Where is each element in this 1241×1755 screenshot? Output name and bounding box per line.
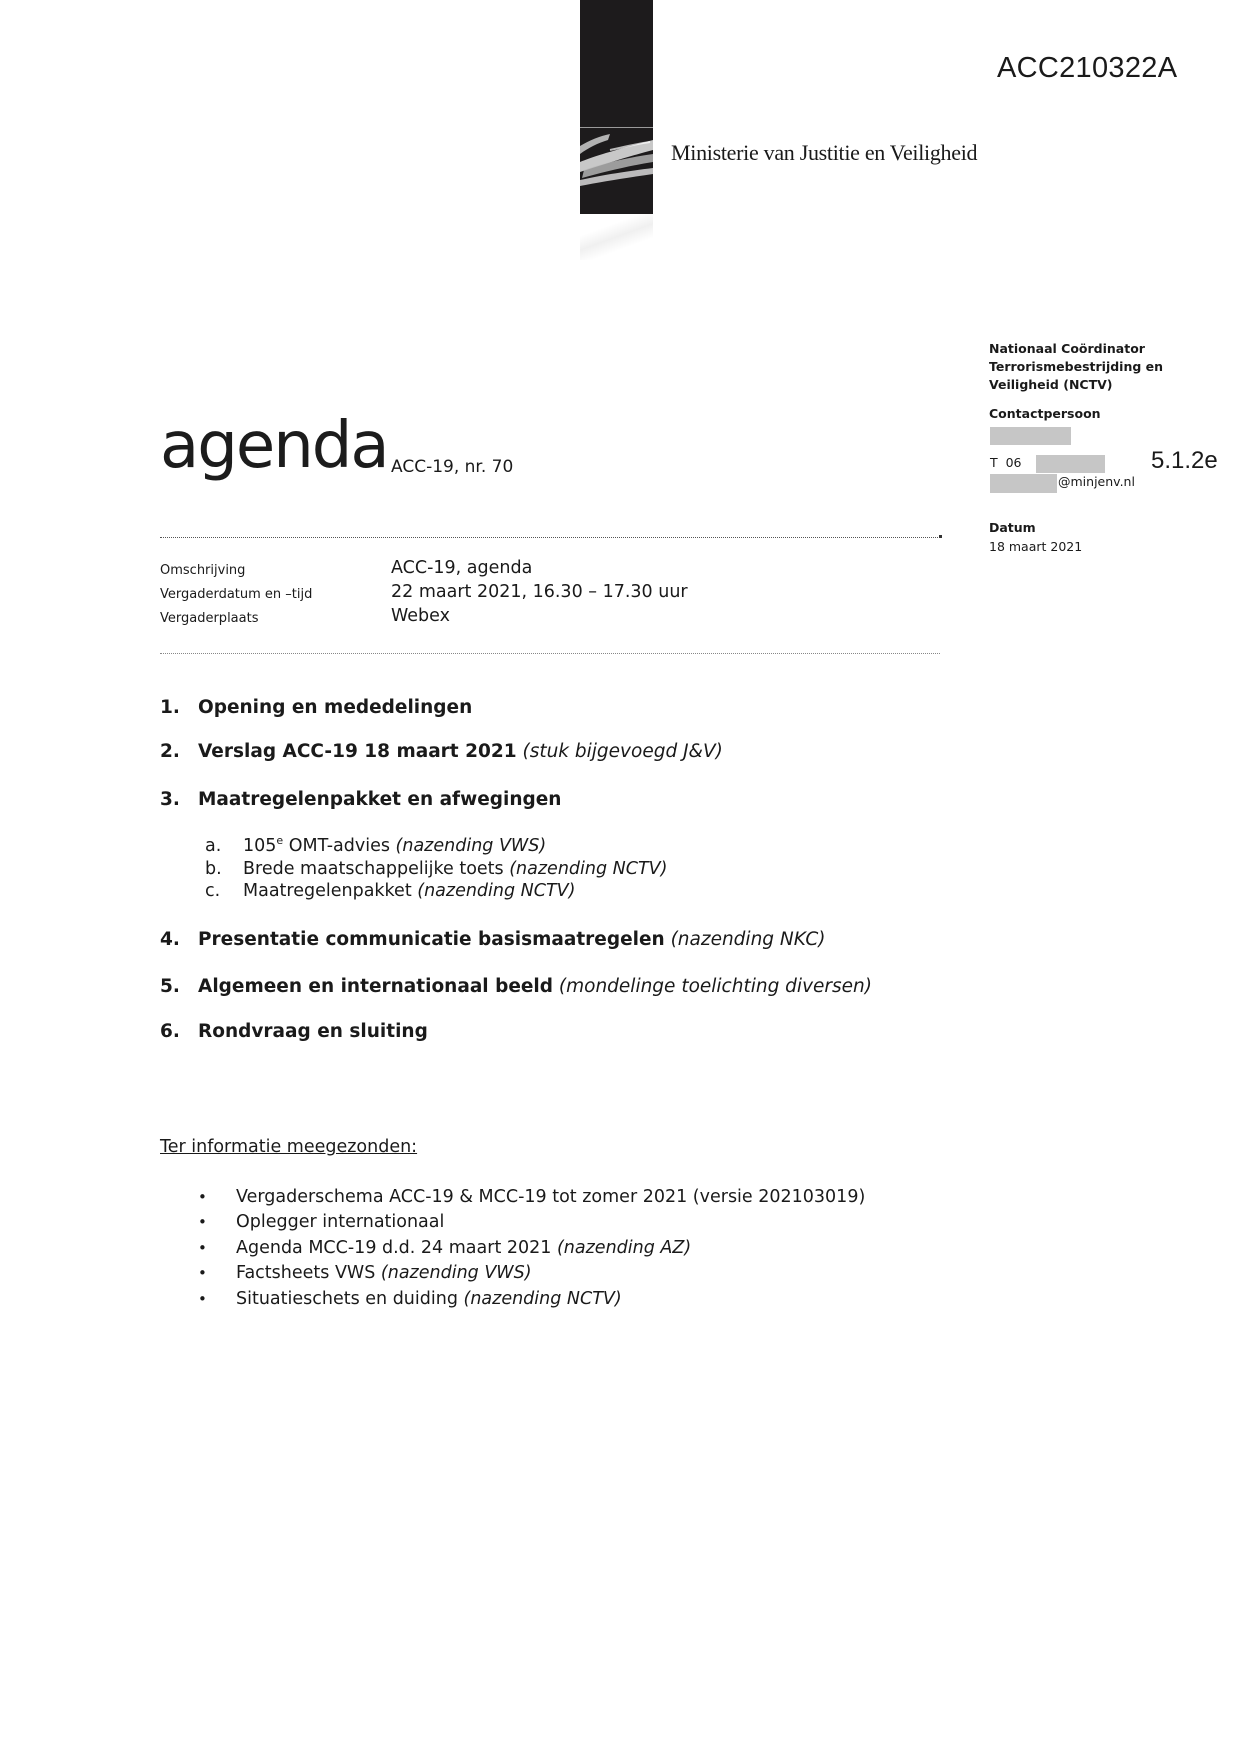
bullet-icon: • xyxy=(198,1239,207,1257)
subitem-note: (nazending NCTV) xyxy=(503,859,668,879)
agenda-subitem xyxy=(205,881,575,901)
meta-value-location: Webex xyxy=(391,606,450,626)
item-title: Presentatie communicatie basismaatregelen xyxy=(198,929,665,950)
subitem-letter: b. xyxy=(205,859,222,879)
subitem-ordinal: 105 xyxy=(243,836,277,856)
info-heading: Ter informatie meegezonden: xyxy=(160,1137,418,1157)
subitem-ordinal-suffix: e xyxy=(276,834,284,847)
item-title: Algemeen en internationaal beeld xyxy=(198,976,554,997)
date-value: 18 maart 2021 xyxy=(989,539,1083,554)
divider-end-mark xyxy=(939,535,942,538)
item-number: 6. xyxy=(160,1021,180,1042)
date-label: Datum xyxy=(989,520,1036,535)
item-note: (nazending NKC) xyxy=(664,929,826,950)
info-item-text: Situatieschets en duiding xyxy=(236,1289,458,1309)
agenda-subitem xyxy=(205,836,546,856)
agenda-item xyxy=(160,789,561,810)
info-item-text: Factsheets VWS xyxy=(236,1263,376,1283)
bullet-icon: • xyxy=(198,1290,207,1308)
info-item-note: (nazending NCTV) xyxy=(457,1289,622,1309)
subitem-letter: c. xyxy=(205,881,221,901)
info-list-item xyxy=(198,1289,622,1309)
bullet-icon: • xyxy=(198,1188,207,1206)
info-list-item xyxy=(198,1263,532,1283)
info-item-text: Oplegger internationaal xyxy=(236,1212,445,1232)
item-title: Verslag ACC-19 18 maart 2021 xyxy=(198,741,517,762)
ministry-name: Ministerie van Justitie en Veiligheid xyxy=(671,140,978,165)
agenda-item xyxy=(160,929,826,950)
item-number: 4. xyxy=(160,929,180,950)
divider-bottom xyxy=(160,653,940,654)
meta-value-description: ACC-19, agenda xyxy=(391,558,533,578)
logo-divider xyxy=(580,127,653,128)
subitem-text: OMT-advies xyxy=(283,836,390,856)
item-title: Maatregelenpakket en afwegingen xyxy=(198,789,562,810)
info-list-item xyxy=(198,1212,444,1232)
document-code: ACC210322A xyxy=(997,52,1178,84)
agenda-item xyxy=(160,697,472,718)
ministry-logo-texture xyxy=(580,128,653,194)
agenda-number: ACC-19, nr. 70 xyxy=(391,457,514,477)
agenda-item xyxy=(160,1021,428,1042)
meta-label-description: Omschrijving xyxy=(160,563,246,578)
info-list-item xyxy=(198,1187,865,1207)
meta-value-datetime: 22 maart 2021, 16.30 – 17.30 uur xyxy=(391,582,688,602)
redacted-contact-name xyxy=(990,427,1071,445)
subitem-text: Maatregelenpakket xyxy=(243,881,412,901)
item-number: 1. xyxy=(160,697,180,718)
info-item-text: Vergaderschema ACC-19 & MCC-19 tot zomer 2021 (versie 202103019) xyxy=(236,1187,866,1207)
bullet-icon: • xyxy=(198,1213,207,1231)
item-title: Rondvraag en sluiting xyxy=(198,1021,428,1042)
redaction-code: 5.1.2e xyxy=(1151,447,1218,474)
divider-top xyxy=(160,537,940,538)
subitem-letter: a. xyxy=(205,836,222,856)
contact-label: Contactpersoon xyxy=(989,406,1101,421)
bullet-icon: • xyxy=(198,1264,207,1282)
item-number: 2. xyxy=(160,741,180,762)
subitem-note: (nazending VWS) xyxy=(389,836,547,856)
meta-label-datetime: Vergaderdatum en –tijd xyxy=(160,587,313,602)
subitem-text: Brede maatschappelijke toets xyxy=(243,859,504,879)
info-item-note: (nazending AZ) xyxy=(551,1238,692,1258)
subitem-note: (nazending NCTV) xyxy=(411,881,576,901)
agenda-subitem xyxy=(205,859,667,879)
phone-prefix: T 06 xyxy=(990,455,1022,470)
meta-label-location: Vergaderplaats xyxy=(160,611,259,626)
agenda-item xyxy=(160,976,872,997)
info-item-text: Agenda MCC-19 d.d. 24 maart 2021 xyxy=(236,1238,552,1258)
info-item-note: (nazending VWS) xyxy=(375,1263,532,1283)
page-title: agenda xyxy=(160,409,388,483)
organization-name: Nationaal Coördinator Terrorismebestrijding en Veiligheid (NCTV) xyxy=(989,341,1164,392)
item-note: (stuk bijgevoegd J&V) xyxy=(516,741,723,762)
email-suffix: @minjenv.nl xyxy=(1058,474,1135,489)
item-number: 5. xyxy=(160,976,180,997)
redacted-phone xyxy=(1036,455,1105,473)
info-list-item xyxy=(198,1238,691,1258)
agenda-item xyxy=(160,741,723,762)
item-title: Opening en mededelingen xyxy=(198,697,473,718)
item-number: 3. xyxy=(160,789,180,810)
item-note: (mondelinge toelichting diversen) xyxy=(553,976,872,997)
redacted-email-user xyxy=(990,474,1057,493)
logo-reflection xyxy=(580,214,653,260)
